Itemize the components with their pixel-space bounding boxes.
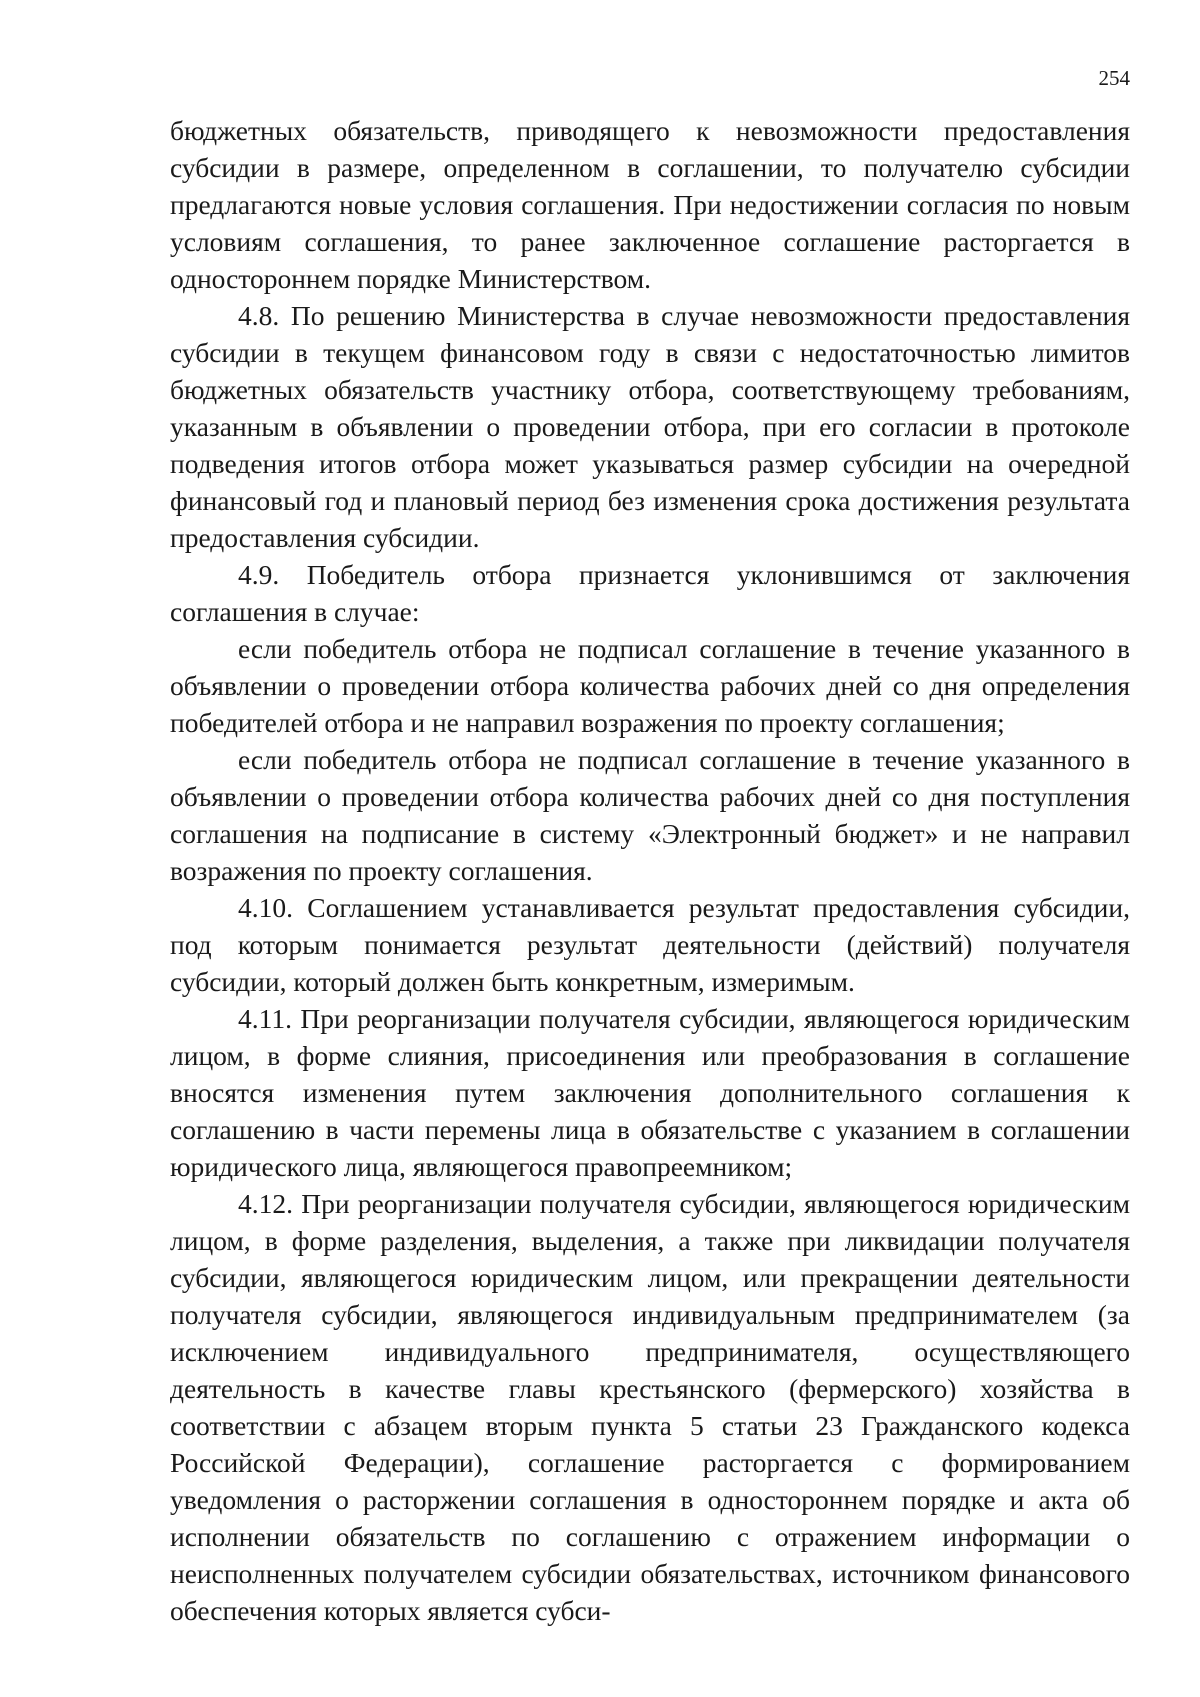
- paragraph-4-9-case-2: если победитель отбора не подписал соглашение в течение указанного в объявлении о проведении отбора количества рабочих дней со дня поступления соглашения на подписание в систему «Электронный бюджет» и не направил возражения по проекту соглашения.: [170, 744, 1130, 886]
- paragraph-4-8: 4.8. По решению Министерства в случае невозможности предоставления субсидии в текущем финансовом году в связи с недостаточностью лимитов бюджетных обязательств участнику отбора, соответствующему требованиям, указанным в объявлении о проведении отбора, при его согласии в протоколе подведения итогов отбора может указываться размер субсидии на очередной финансовый год и плановый период без изменения срока достижения результата предоставления субсидии.: [170, 300, 1130, 553]
- paragraph-4-12: 4.12. При реорганизации получателя субсидии, являющегося юридическим лицом, в форме разделения, выделения, а также при ликвидации получателя субсидии, являющегося юридическим лицом, или прекращении деятельности получателя субсидии, являющегося индивидуальным предпринимателем (за исключением индивидуального предпринимателя, осуществляющего деятельность в качестве главы крестьянского (фермерского) хозяйства в соответствии с абзацем вторым пункта 5 статьи 23 Гражданского кодекса Российской Федерации), соглашение расторгается с формированием уведомления о расторжении соглашения в одностороннем порядке и акта об исполнении обязательств по соглашению с отражением информации о неисполненных получателем субсидии обязательствах, источником финансового обеспечения которых является субси-: [170, 1188, 1130, 1626]
- paragraph-4-9: 4.9. Победитель отбора признается уклонившимся от заключения соглашения в случае:: [170, 559, 1130, 627]
- page-number: 254: [1098, 66, 1130, 90]
- paragraph-continuation: бюджетных обязательств, приводящего к невозможности предоставления субсидии в размере, определенном в соглашении, то получателю субсидии предлагаются новые условия соглашения. При недостижении согласия по новым условиям соглашения, то ранее заключенное соглашение расторгается в одностороннем порядке Министерством.: [170, 115, 1130, 294]
- paragraph-4-9-case-1: если победитель отбора не подписал соглашение в течение указанного в объявлении о проведении отбора количества рабочих дней со дня определения победителей отбора и не направил возражения по проекту соглашения;: [170, 633, 1130, 738]
- document-body: [170, 112, 1130, 1629]
- paragraph-4-10: 4.10. Соглашением устанавливается результат предоставления субсидии, под которым понимается результат деятельности (действий) получателя субсидии, который должен быть конкретным, измеримым.: [170, 892, 1130, 997]
- paragraph-4-11: 4.11. При реорганизации получателя субсидии, являющегося юридическим лицом, в форме слияния, присоединения или преобразования в соглашение вносятся изменения путем заключения дополнительного соглашения к соглашению в части перемены лица в обязательстве с указанием в соглашении юридического лица, являющегося правопреемником;: [170, 1003, 1130, 1182]
